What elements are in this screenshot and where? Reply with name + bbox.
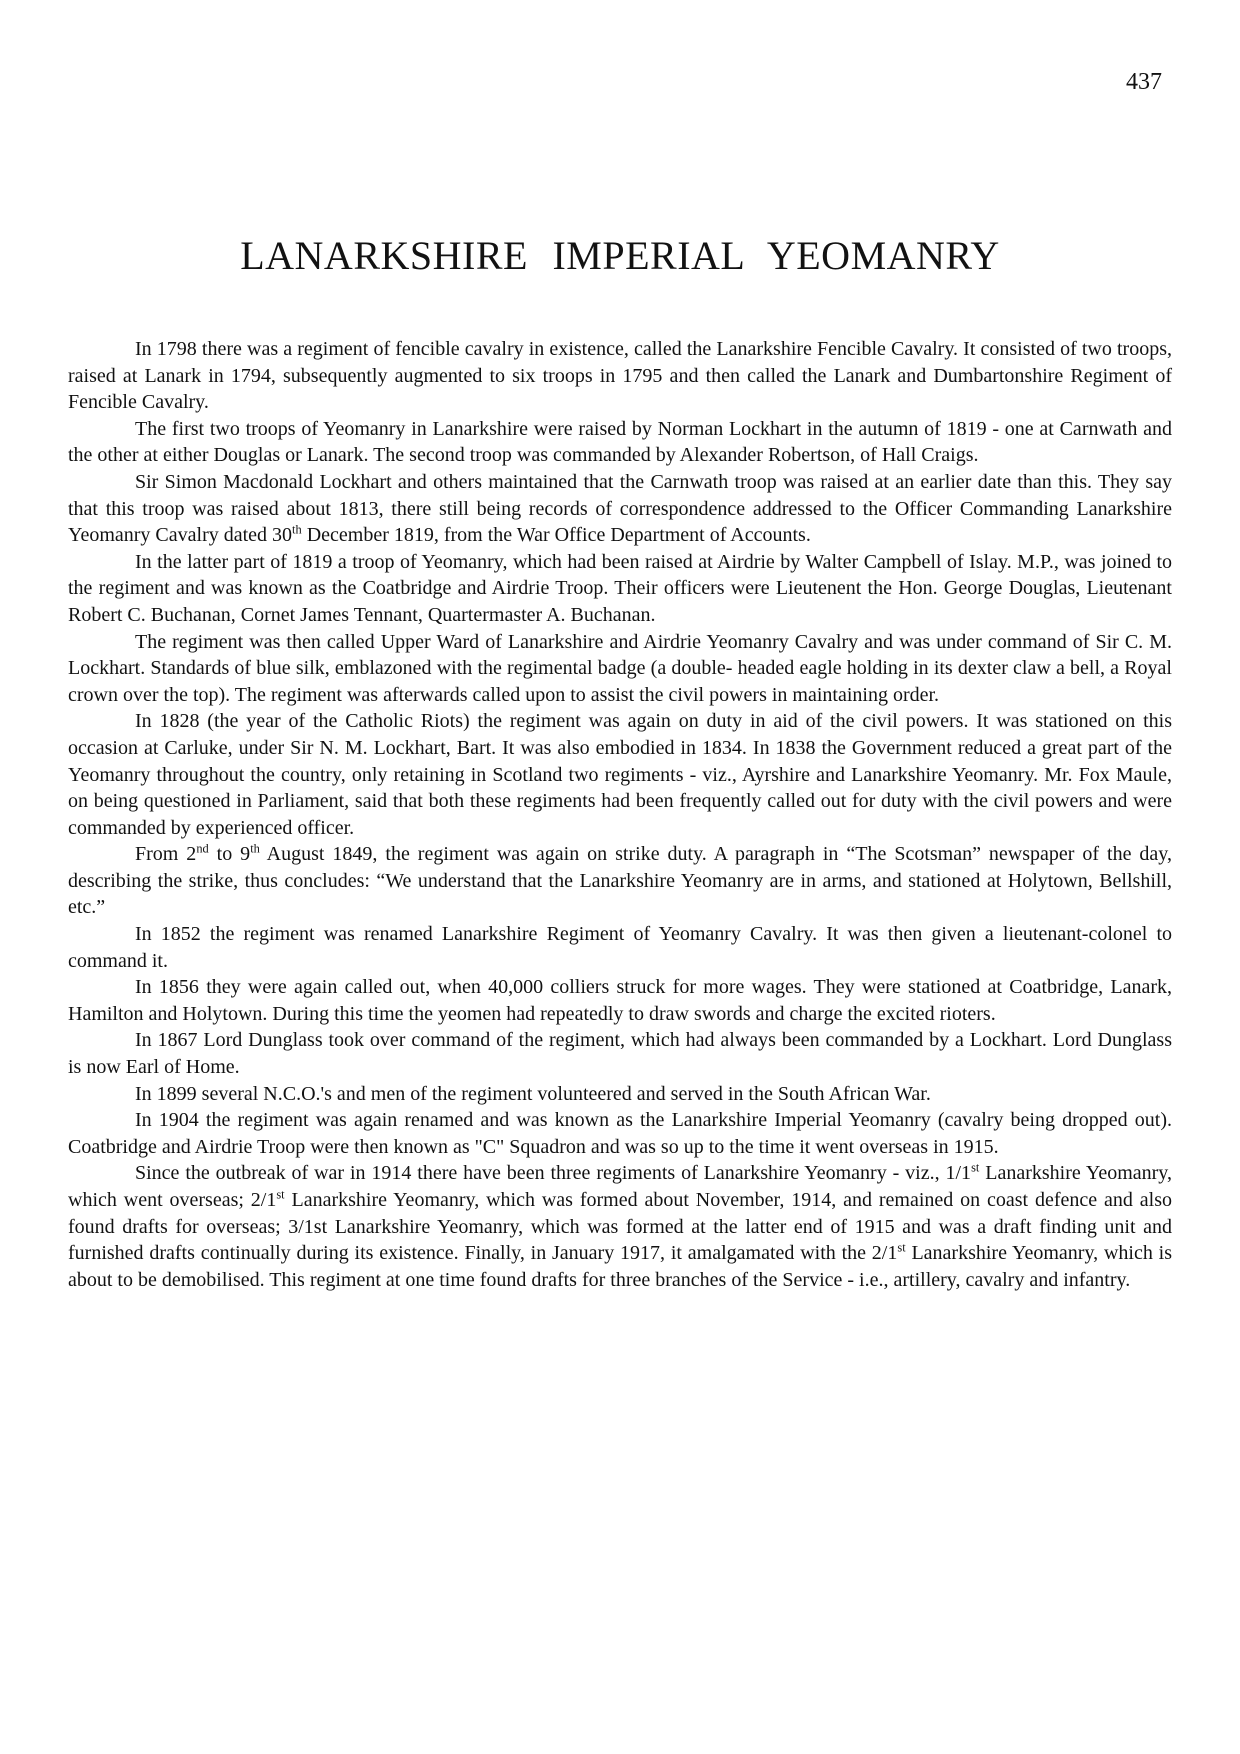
- paragraph-13: [68, 1160, 1172, 1293]
- document-body: [68, 336, 1172, 1293]
- paragraph-text: The regiment was then called Upper Ward of Lanarkshire and Airdrie Yeomanry Cavalry and was under command of Sir C. M. Lockhart. Standards of blue silk, emblazoned with the regimental badge (a double- headed eagle holding in its dexter claw a bell, a Royal crown over the top). The regiment was afterwards called upon to assist the civil powers in maintaining order.: [68, 630, 1172, 706]
- paragraph-text: In the latter part of 1819 a troop of Yeomanry, which had been raised at Airdrie by Walter Campbell of Islay. M.P., was joined to the regiment and was known as the Coatbridge and Airdrie Troop. Their officers were Lieutenent the Hon. George Douglas, Lieutenant Robert C. Buchanan, Cornet James Tennant, Quartermaster A. Buchanan.: [68, 550, 1172, 626]
- paragraph-text: Since the outbreak of war in 1914 there have been three regiments of Lanarkshire Yeomanry - viz., 1/1: [135, 1162, 972, 1185]
- paragraph-text: In 1828 (the year of the Catholic Riots) the regiment was again on duty in aid of the civil powers. It was stationed on this occasion at Carluke, under Sir N. M. Lockhart, Bart. It was also embodied in 1834. In 1838 the Government reduced a great part of the Yeomanry throughout the country, only retaining in Scotland two regiments - viz., Ayrshire and Lanarkshire Yeomanry. Mr. Fox Maule, on being questioned in Parliament, said that both these regiments had been frequently called out for duty with the civil powers and were commanded by experienced officer.: [68, 710, 1172, 839]
- paragraph-10: [68, 1027, 1172, 1080]
- paragraph-text: December 1819, from the War Office Department of Accounts.: [301, 524, 811, 547]
- paragraph-11: [68, 1081, 1172, 1108]
- page-number: 437: [1126, 69, 1162, 95]
- superscript-text: th: [250, 841, 260, 856]
- paragraph-2: [68, 416, 1172, 469]
- superscript-text: st: [276, 1187, 285, 1202]
- paragraph-4: [68, 549, 1172, 629]
- paragraph-5: [68, 629, 1172, 709]
- paragraph-text: In 1904 the regiment was again renamed and was known as the Lanarkshire Imperial Yeomanry (cavalry being dropped out). Coatbridge and Airdrie Troop were then known as "C" Squadron and was so up to the time it went overseas in 1915.: [68, 1109, 1172, 1158]
- paragraph-9: [68, 974, 1172, 1027]
- superscript-text: st: [897, 1240, 906, 1255]
- superscript-text: st: [971, 1160, 980, 1175]
- paragraph-text: From 2: [135, 843, 197, 866]
- paragraph-12: [68, 1107, 1172, 1160]
- superscript-text: th: [292, 522, 302, 537]
- superscript-text: nd: [196, 841, 209, 856]
- paragraph-text: The first two troops of Yeomanry in Lanarkshire were raised by Norman Lockhart in the autumn of 1819 - one at Carnwath and the other at either Douglas or Lanark. The second troop was commanded by Alexander Robertson, of Hall Craigs.: [68, 417, 1172, 467]
- paragraph-text: In 1899 several N.C.O.'s and men of the regiment volunteered and served in the South African War.: [135, 1082, 931, 1105]
- paragraph-text: Lanarkshire Yeomanry, which is about to be demobilised. This regiment at one time found drafts for three branches of the Service - i.e., artillery, cavalry and infantry.: [68, 1242, 1172, 1291]
- paragraph-text: Lanarkshire Yeomanry, which went overseas; 2/1: [68, 1162, 1172, 1211]
- paragraph-8: [68, 921, 1172, 974]
- paragraph-1: [68, 336, 1172, 416]
- paragraph-text: Sir Simon Macdonald Lockhart and others maintained that the Carnwath troop was raised at an earlier date than this. They say that this troop was raised about 1813, there still being records of correspondence addressed to the Officer Commanding Lanarkshire Yeomanry Cavalry dated 30: [68, 470, 1172, 547]
- page-title: LANARKSHIRE IMPERIAL YEOMANRY: [240, 233, 1000, 278]
- paragraph-text: In 1798 there was a regiment of fencible cavalry in existence, called the Lanarkshire Fencible Cavalry. It consisted of two troops, raised at Lanark in 1794, subsequently augmented to six troops in 1795 and then called the Lanark and Dumbartonshire Regiment of Fencible Cavalry.: [68, 338, 1172, 414]
- paragraph-text: In 1856 they were again called out, when 40,000 colliers struck for more wages. They were stationed at Coatbridge, Lanark, Hamilton and Holytown. During this time the yeomen had repeatedly to draw swords and charge the excited rioters.: [68, 976, 1172, 1025]
- paragraph-text: August 1849, the regiment was again on strike duty. A paragraph in “The Scotsman” newspaper of the day, describing the strike, thus concludes: “We understand that the Lanarkshire Yeomanry are in arms, and stationed at Holytown, Bellshill, etc.”: [68, 843, 1173, 919]
- paragraph-text: Lanarkshire Yeomanry, which was formed about November, 1914, and remained on coast defence and also found drafts for overseas; 3/1st Lanarkshire Yeomanry, which was formed at the latter end of 1915 and was a draft finding unit and furnished drafts continually during its existence. Finally, in January 1917, it amalgamated with the 2/1: [68, 1189, 1172, 1265]
- paragraph-6: [68, 708, 1172, 841]
- paragraph-7: [68, 841, 1172, 921]
- paragraph-3: [68, 469, 1172, 549]
- paragraph-text: In 1852 the regiment was renamed Lanarkshire Regiment of Yeomanry Cavalry. It was then given a lieutenant-colonel to command it.: [68, 923, 1172, 972]
- paragraph-text: to 9: [208, 843, 251, 866]
- paragraph-text: In 1867 Lord Dunglass took over command of the regiment, which had always been commanded by a Lockhart. Lord Dunglass is now Earl of Home.: [68, 1029, 1172, 1079]
